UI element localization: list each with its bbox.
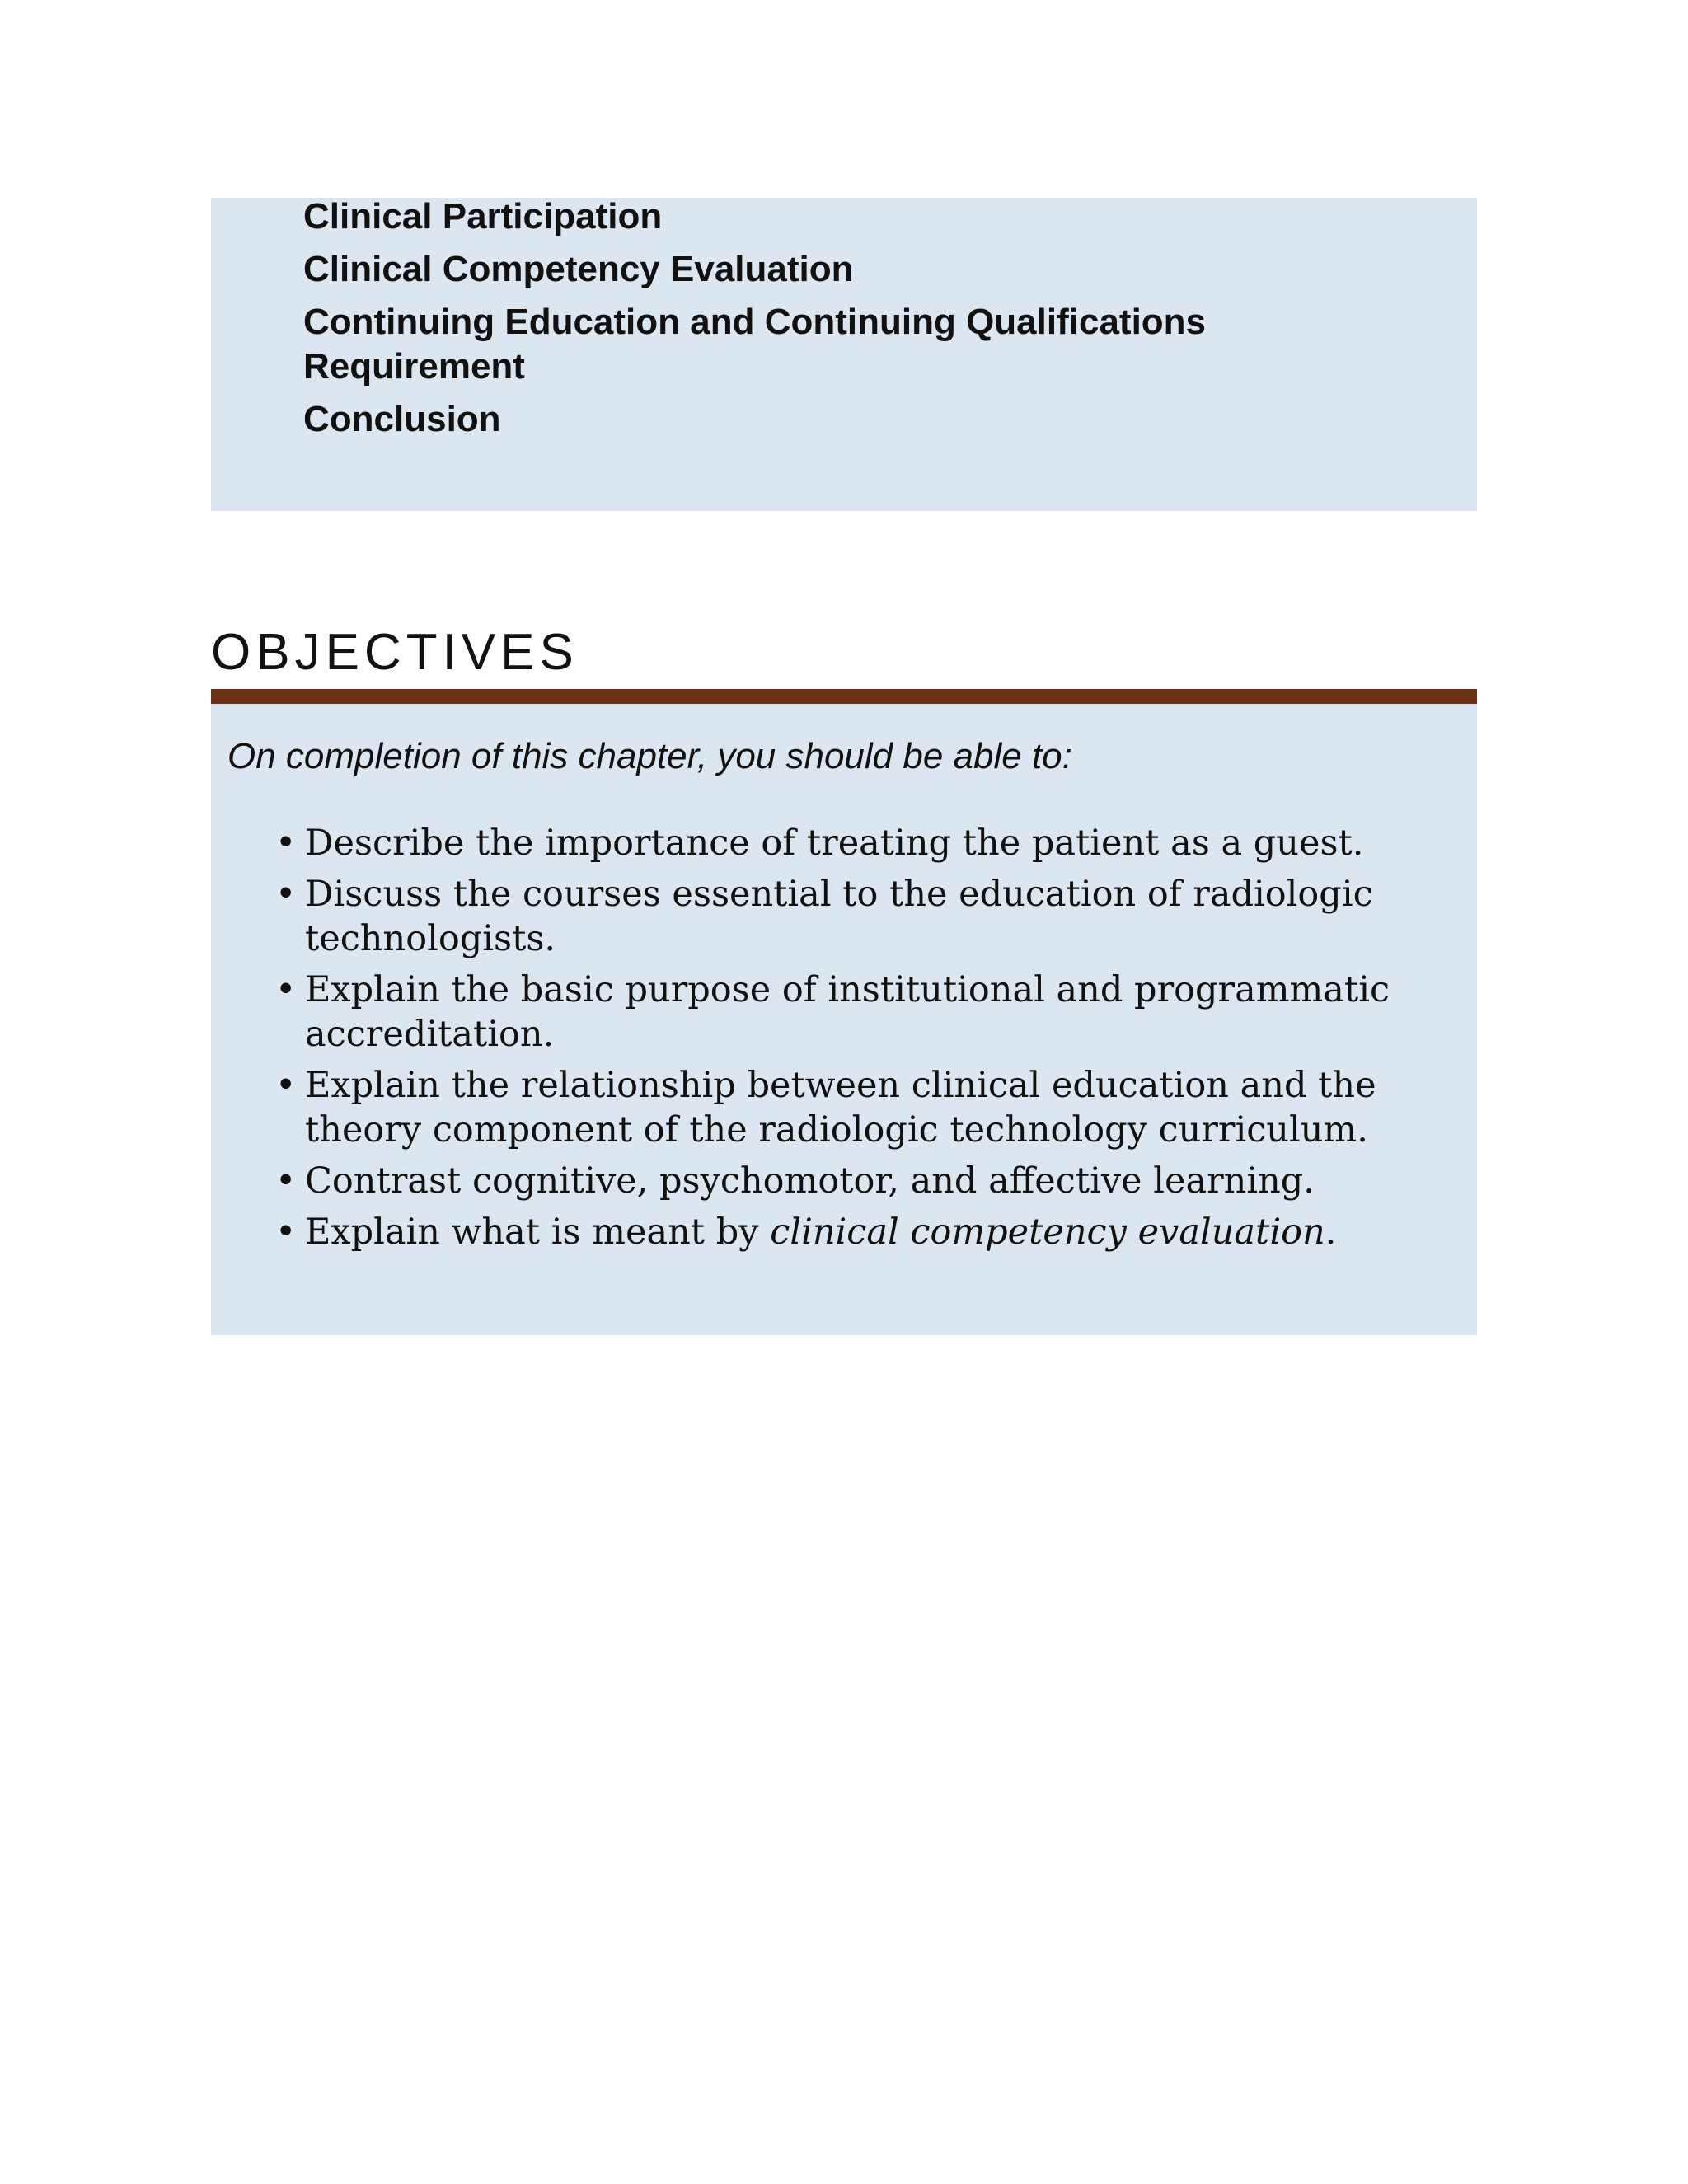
bullet-icon: • (275, 823, 297, 864)
objective-text: Contrast cognitive, psychomotor, and affective learning. (305, 1160, 1315, 1202)
objectives-intro: On completion of this chapter, you should be able to: (227, 736, 1072, 776)
chapter-outline-list (303, 194, 1477, 442)
bullet-icon: • (275, 1212, 297, 1253)
objective-text: Discuss the courses essential to the education of radiologic technologists. (305, 874, 1373, 959)
objective-text: Explain the relationship between clinical education and the theory component of the radiologic technology curriculum. (305, 1065, 1376, 1151)
outline-item-clinical-participation: Clinical Participation (303, 196, 663, 237)
bullet-icon: • (275, 1160, 297, 1202)
objective-text: Describe the importance of treating the patient as a guest. (305, 823, 1364, 864)
objective-item (275, 1159, 1461, 1203)
outline-item-conclusion: Conclusion (303, 399, 501, 439)
objective-item (275, 1210, 1461, 1254)
bullet-icon: • (275, 1065, 297, 1106)
objective-item (275, 968, 1461, 1057)
outline-item-continuing-education: Continuing Education and Continuing Qualifications Requirement (303, 302, 1207, 387)
objectives-heading: OBJECTIVES (211, 624, 579, 681)
objectives-list (227, 821, 1461, 1254)
objective-text-prefix: Explain what is meant by (305, 1212, 771, 1253)
objective-text: Explain the basic purpose of institutional and programmatic accreditation. (305, 969, 1390, 1055)
objective-item (275, 821, 1461, 865)
chapter-outline-box (211, 198, 1477, 511)
objective-text-suffix: . (1325, 1212, 1337, 1253)
bullet-icon: • (275, 874, 297, 915)
bullet-icon: • (275, 969, 297, 1010)
objectives-divider (211, 689, 1477, 704)
outline-item-clinical-competency-evaluation: Clinical Competency Evaluation (303, 249, 854, 289)
objectives-box (211, 704, 1477, 1335)
objective-item (275, 872, 1461, 961)
objective-text-emphasis: clinical competency evaluation (770, 1212, 1325, 1253)
objective-item (275, 1063, 1461, 1152)
